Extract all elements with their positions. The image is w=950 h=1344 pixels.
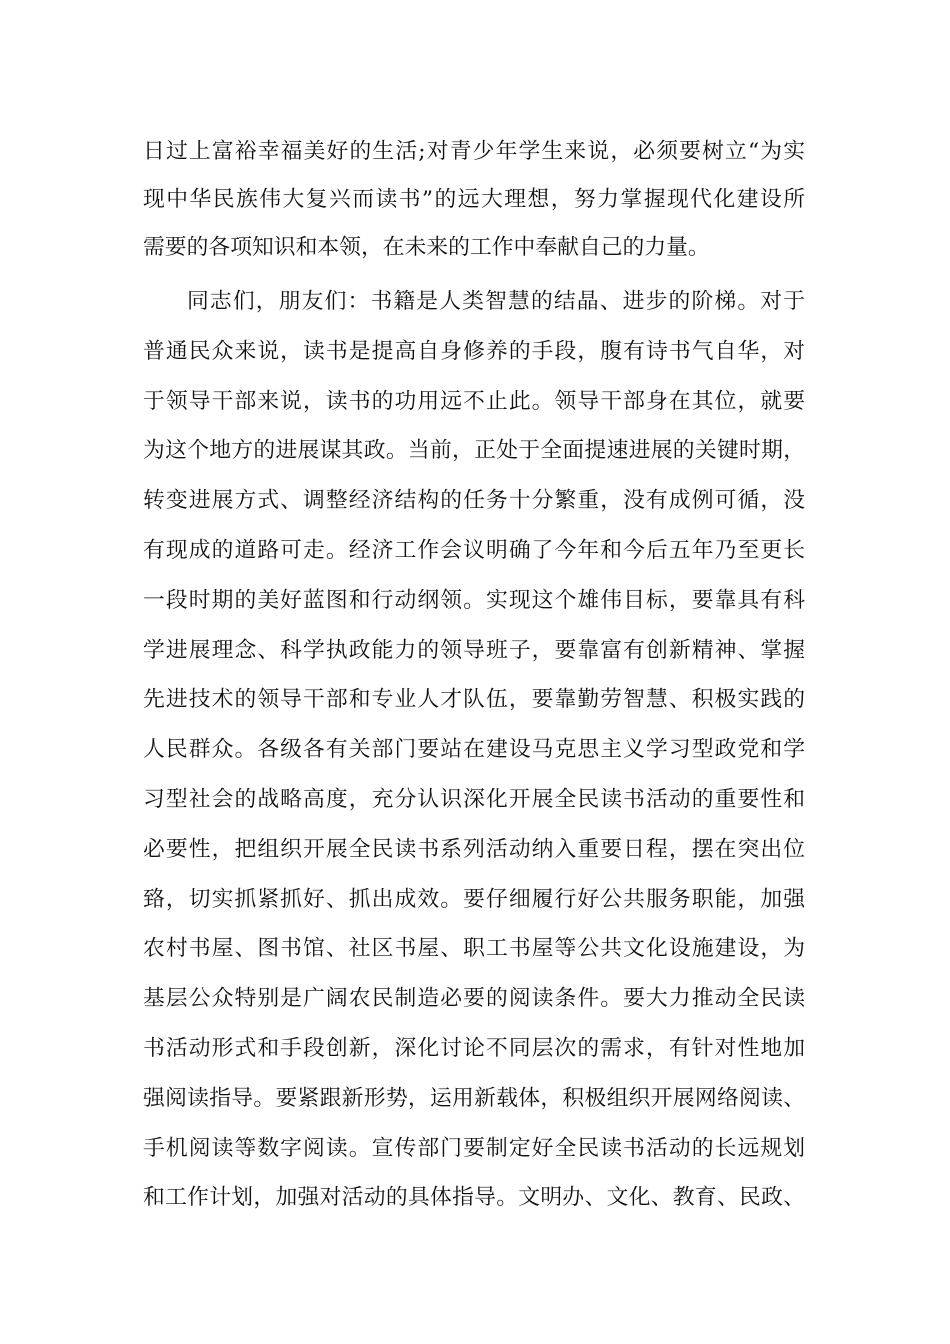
- text-line: 和工作计划，加强对活动的具体指导。文明办、文化、教育、民政、: [143, 1185, 805, 1211]
- text-line: 转变进展方式、调整经济结构的任务十分繁重，没有成例可循，没: [143, 488, 805, 514]
- paragraph: [143, 277, 805, 1223]
- text-line: 手机阅读等数字阅读。宣传部门要制定好全民读书活动的长远规划: [143, 1135, 805, 1161]
- text-line: 普通民众来说，读书是提高自身修养的手段，腹有诗书气自华，对: [143, 338, 805, 364]
- text-line: 学进展理念、科学执政能力的领导班子，要靠富有创新精神、掌握: [143, 637, 805, 663]
- text-line: 农村书屋、图书馆、社区书屋、职工书屋等公共文化设施建设，为: [143, 936, 805, 962]
- text-line: 日过上富裕幸福美好的生活;对青少年学生来说，必须要树立“为实: [143, 139, 805, 164]
- text-line: 需要的各项知识和本领，在未来的工作中奉献自己的力量。: [143, 235, 710, 260]
- text-line: 必要性，把组织开展全民读书系列活动纳入重要日程，摆在突出位: [143, 836, 805, 862]
- text-line: 臵，切实抓紧抓好、抓出成效。要仔细履行好公共服务职能，加强: [143, 886, 805, 912]
- text-line: 基层公众特别是广阔农民制造必要的阅读条件。要大力推动全民读: [143, 986, 805, 1012]
- text-line: 现中华民族伟大复兴而读书”的远大理想，努力掌握现代化建设所: [143, 187, 805, 212]
- paragraph: [143, 128, 805, 272]
- text-line: 先进技术的领导干部和专业人才队伍，要靠勤劳智慧、积极实践的: [143, 687, 805, 713]
- text-line: 同志们，朋友们：书籍是人类智慧的结晶、进步的阶梯。对于: [187, 289, 805, 314]
- text-line: 为这个地方的进展谋其政。当前，正处于全面提速进展的关键时期，: [143, 438, 805, 464]
- text-line: 人民群众。各级各有关部门要站在建设马克思主义学习型政党和学: [143, 737, 805, 763]
- text-line: 习型社会的战略高度，充分认识深化开展全民读书活动的重要性和: [143, 786, 805, 812]
- text-line: 于领导干部来说，读书的功用远不止此。领导干部身在其位，就要: [143, 388, 805, 414]
- text-line: 有现成的道路可走。经济工作会议明确了今年和今后五年乃至更长: [143, 537, 805, 563]
- text-line: 书活动形式和手段创新，深化讨论不同层次的需求，有针对性地加: [143, 1035, 805, 1061]
- text-line: 一段时期的美好蓝图和行动纲领。实现这个雄伟目标，要靠具有科: [143, 587, 805, 613]
- text-line: 强阅读指导。要紧跟新形势，运用新载体，积极组织开展网络阅读、: [143, 1085, 805, 1111]
